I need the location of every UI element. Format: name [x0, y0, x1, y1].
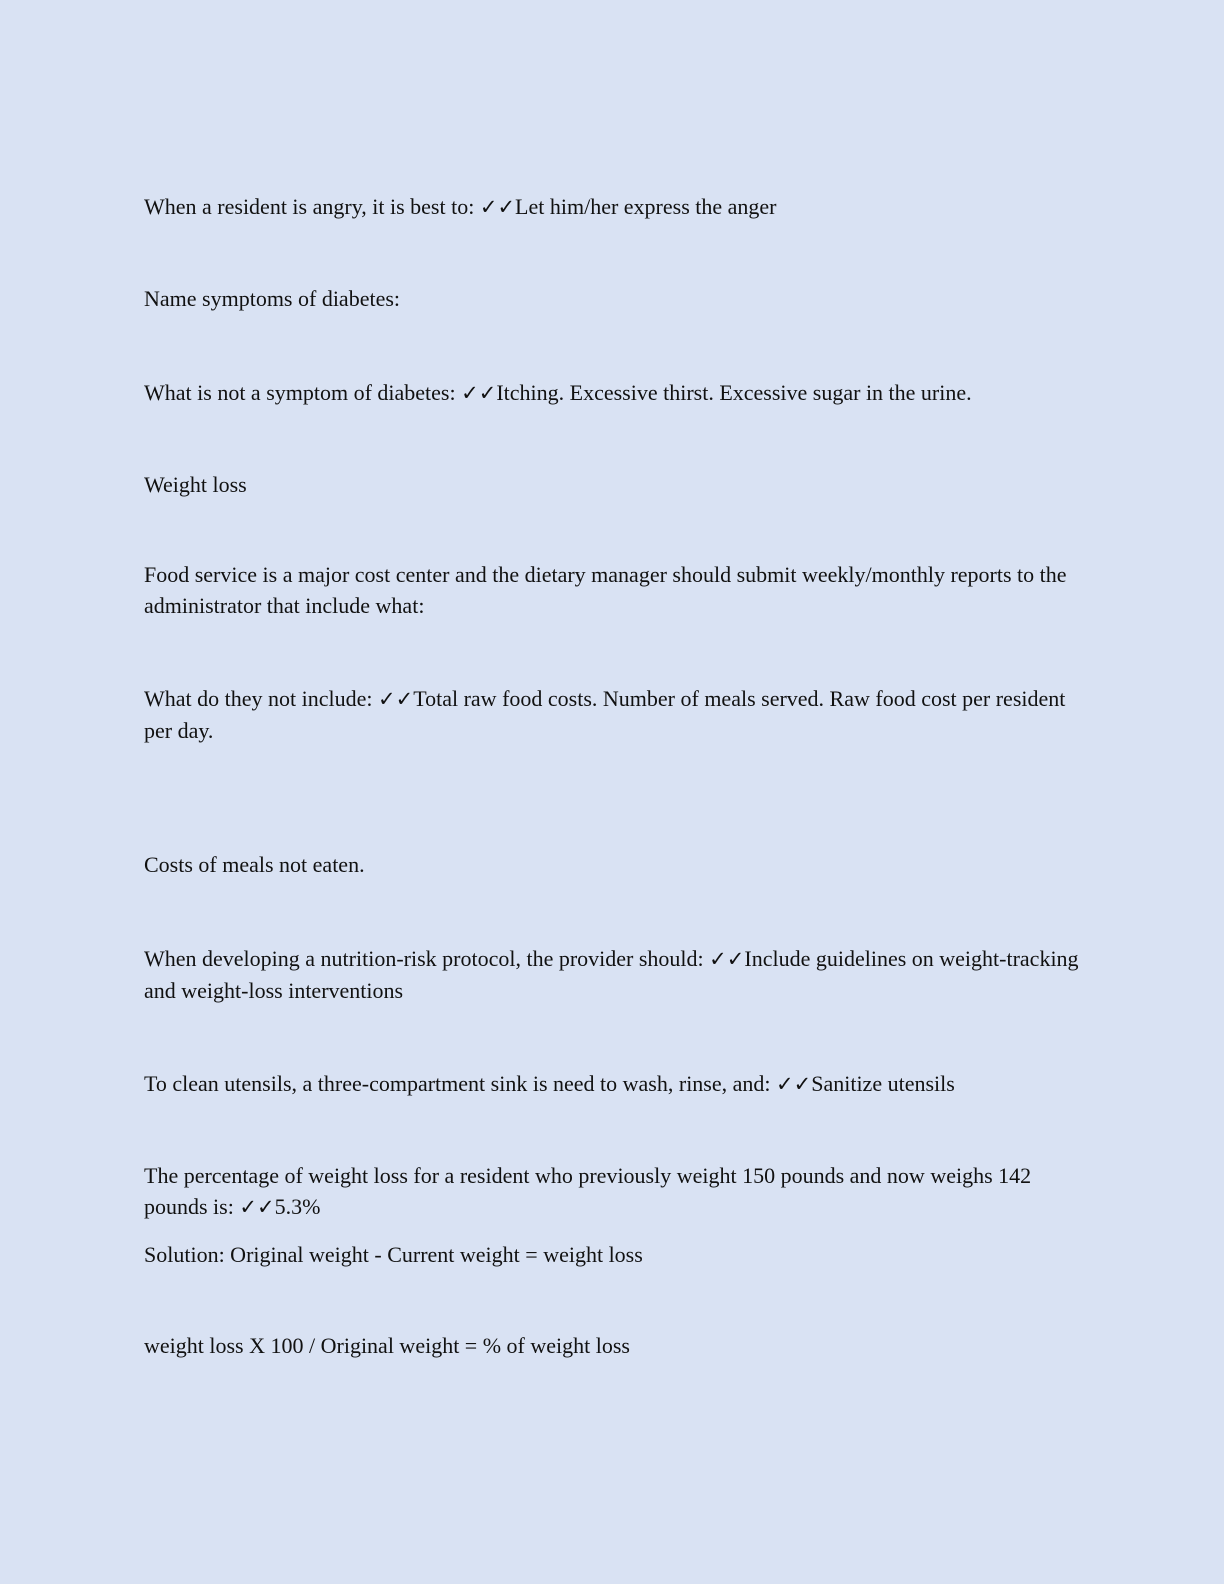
question-text: What do they not include:: [144, 686, 378, 711]
paragraph-solution: [144, 1239, 1084, 1270]
question-text: Weight loss: [144, 472, 247, 497]
paragraph-nutrition-risk: [144, 943, 1084, 1006]
answer-text: 5.3%: [274, 1194, 321, 1219]
question-text: Name symptoms of diabetes:: [144, 286, 401, 311]
paragraph-diabetes-symptoms: [144, 283, 1084, 314]
question-text: The percentage of weight loss for a resident who previously weight 150 pounds and now weighs 142 pounds is:: [144, 1163, 1032, 1219]
question-text: Costs of meals not eaten.: [144, 852, 365, 877]
answer-text: Include guidelines on weight-tracking and weight-loss interventions: [144, 946, 1079, 1003]
double-check-icon: ✓✓: [461, 381, 497, 405]
question-text: Solution: Original weight - Current weight = weight loss: [144, 1242, 643, 1267]
double-check-icon: ✓✓: [709, 947, 745, 971]
double-check-icon: ✓✓: [479, 195, 516, 219]
answer-text: Total raw food costs. Number of meals served. Raw food cost per resident per day.: [144, 686, 1066, 743]
paragraph-angry-resident: [144, 191, 1084, 223]
paragraph-not-diabetes-symptom: [144, 377, 1084, 409]
question-text: What is not a symptom of diabetes:: [144, 380, 462, 405]
answer-text: Let him/her express the anger: [515, 194, 777, 219]
answer-text: Itching. Excessive thirst. Excessive sugar in the urine.: [496, 380, 972, 405]
double-check-icon: ✓✓: [239, 1195, 275, 1219]
paragraph-food-service-reports: [144, 559, 1084, 621]
question-text: Food service is a major cost center and the dietary manager should submit weekly/monthly reports to the administrator that include what:: [144, 562, 1067, 618]
paragraph-weight-loss-percentage: [144, 1160, 1084, 1223]
question-text: weight loss X 100 / Original weight = % of weight loss: [144, 1333, 630, 1358]
question-text: To clean utensils, a three-compartment sink is need to wash, rinse, and:: [144, 1071, 777, 1096]
question-text: When a resident is angry, it is best to:: [144, 194, 480, 219]
paragraph-meals-not-eaten: [144, 849, 1084, 880]
paragraph-weight-loss: [144, 469, 1084, 500]
question-text: When developing a nutrition-risk protocol, the provider should:: [144, 946, 710, 971]
paragraph-clean-utensils: [144, 1068, 1084, 1100]
double-check-icon: ✓✓: [378, 687, 414, 711]
double-check-icon: ✓✓: [776, 1072, 812, 1096]
answer-text: Sanitize utensils: [811, 1071, 955, 1096]
paragraph-formula: [144, 1330, 1084, 1361]
paragraph-not-include: [144, 683, 1084, 746]
